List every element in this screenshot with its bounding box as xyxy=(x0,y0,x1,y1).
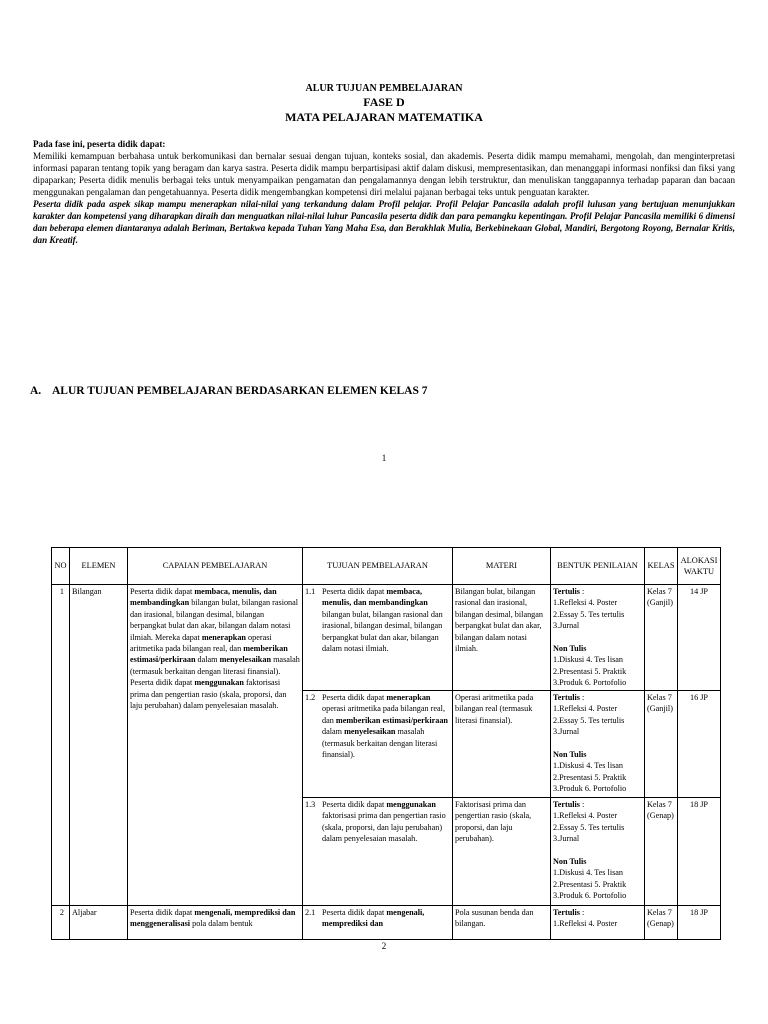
row-materi: Faktorisasi prima dan pengertian rasio (skala, proporsi, dan laju perubahan). xyxy=(453,798,551,906)
row-kelas: Kelas 7 (Genap) xyxy=(645,798,678,906)
row-elemen: Aljabar xyxy=(70,906,128,940)
row-penilaian: Tertulis : 1.Refleksi 4. Poster 2.Essay 5. Tes tertulis 3.Jurnal Non Tulis 1.Diskusi 4. Tes lisan 2.Presentasi 5. Praktik 3.Produk 6. Portofolio xyxy=(551,798,645,906)
curriculum-table xyxy=(51,547,721,940)
row-no: 1 xyxy=(52,585,70,906)
section-a-title: ALUR TUJUAN PEMBELAJARAN BERDASARKAN ELEMEN KELAS 7 xyxy=(52,385,428,397)
row-tujuan: 1.3 Peserta didik dapat menggunakan faktorisasi prima dan pengertian rasio (skala, proporsi, dan laju perubahan) dalam penyelesaian masalah. xyxy=(303,798,453,906)
doc-title-small: ALUR TUJUAN PEMBELAJARAN xyxy=(305,83,463,94)
doc-title-mapel: MATA PELAJARAN MATEMATIKA xyxy=(285,110,483,124)
row-no: 2 xyxy=(52,906,70,940)
section-a-heading xyxy=(30,385,428,397)
header-capaian: CAPAIAN PEMBELAJARAN xyxy=(128,548,303,585)
header-no: NO xyxy=(52,548,70,585)
header-tujuan: TUJUAN PEMBELAJARAN xyxy=(303,548,453,585)
header-bentuk-penilaian: BENTUK PENILAIAN xyxy=(551,548,645,585)
table-header-row xyxy=(52,548,721,585)
row-tujuan: 2.1 Peserta didik dapat mengenali, memprediksi dan xyxy=(303,906,453,940)
header-elemen: ELEMEN xyxy=(70,548,128,585)
page-number: 2 xyxy=(381,941,387,951)
header-alokasi: ALOKASI WAKTU xyxy=(678,548,721,585)
row-kelas: Kelas 7 (Ganjil) xyxy=(645,691,678,798)
page-number: 1 xyxy=(381,453,387,463)
row-materi: Pola susunan benda dan bilangan. xyxy=(453,906,551,940)
row-kelas: Kelas 7 (Genap) xyxy=(645,906,678,940)
row-penilaian: Tertulis : 1.Refleksi 4. Poster 2.Essay 5. Tes tertulis 3.Jurnal Non Tulis 1.Diskusi 4. Tes lisan 2.Presentasi 5. Praktik 3.Produk 6. Portofolio xyxy=(551,691,645,798)
row-alokasi: 18 JP xyxy=(678,798,721,906)
row-capaian: Peserta didik dapat mengenali, memprediksi dan menggeneralisasi pola dalam bentuk xyxy=(128,906,303,940)
doc-title-fase: FASE D xyxy=(363,95,405,109)
row-penilaian: Tertulis : 1.Refleksi 4. Poster xyxy=(551,906,645,940)
row-kelas: Kelas 7 (Ganjil) xyxy=(645,585,678,691)
row-materi: Operasi aritmetika pada bilangan real (termasuk literasi finansial). xyxy=(453,691,551,798)
row-materi: Bilangan bulat, bilangan rasional dan irasional, bilangan desimal, bilangan berpangkat bulat dan akar, bilangan dalam notasi ilmiah. xyxy=(453,585,551,691)
row-tujuan: 1.2 Peserta didik dapat menerapkan operasi aritmetika pada bilangan real, dan memberikan estimasi/perkiraan dalam menyelesaikan masalah (termasuk berkaitan dengan literasi finansial). xyxy=(303,691,453,798)
section-a-letter: A. xyxy=(30,385,42,397)
row-alokasi: 18 JP xyxy=(678,906,721,940)
header-kelas: KELAS xyxy=(645,548,678,585)
intro-profil-paragraph: Peserta didik pada aspek sikap mampu menerapkan nilai-nilai yang terkandung dalam Profil pelajar. Profil Pelajar Pancasila adalah profil lulusan yang bertujuan menunjukkan karakter dan kompetensi yang diharapkan diraih dan menguatkan nilai-nilai luhur Pancasila peserta didik dan para pemangku kepentingan. Profil Pelajar Pancasila memiliki 6 dimensi dan beberapa elemen diantaranya adalah Beriman, Bertakwa kepada Tuhan Yang Maha Esa, dan Berakhlak Mulia, Berkebinekaan Global, Mandiri, Bergotong Royong, Bernalar Kritis, dan Kreatif. xyxy=(33,199,735,245)
row-capaian: Peserta didik dapat membaca, menulis, dan membandingkan bilangan bulat, bilangan rasional dan irasional, bilangan desimal, bilangan berpangkat bulat dan akar, bilangan dalam notasi ilmiah. Mereka dapat menerapkan operasi aritmetika pada bilangan real, dan memberikan estimasi/perkiraan dalam menyelesaikan masalah (termasuk berkaitan dengan literasi finansial). Peserta didik dapat menggunakan faktorisasi prima dan pengertian rasio (skala, proporsi, dan laju perubahan) dalam penyelesaian masalah. xyxy=(128,585,303,906)
intro-block xyxy=(33,138,735,246)
header-materi: MATERI xyxy=(453,548,551,585)
row-alokasi: 16 JP xyxy=(678,691,721,798)
intro-lead: Pada fase ini, peserta didik dapat: xyxy=(33,139,166,149)
table-row xyxy=(52,906,721,940)
table-row xyxy=(52,585,721,691)
row-penilaian: Tertulis : 1.Refleksi 4. Poster 2.Essay 5. Tes tertulis 3.Jurnal Non Tulis 1.Diskusi 4. Tes lisan 2.Presentasi 5. Praktik 3.Produk 6. Portofolio xyxy=(551,585,645,691)
row-elemen: Bilangan xyxy=(70,585,128,906)
row-tujuan: 1.1 Peserta didik dapat membaca, menulis, dan membandingkan bilangan bulat, bilangan rasional dan irasional, bilangan desimal, bilangan berpangkat bulat dan akar, bilangan dalam notasi ilmiah. xyxy=(303,585,453,691)
row-alokasi: 14 JP xyxy=(678,585,721,691)
intro-paragraph: Memiliki kemampuan berbahasa untuk berkomunikasi dan bernalar sesuai dengan tujuan, konteks sosial, dan akademis. Peserta didik mampu memahami, mengolah, dan menginterpretasi informasi paparan tentang topik yang beragam dan karya sastra. Peserta didik mampu berpartisipasi aktif dalam diskusi, mempresentasikan, dan menanggapi informasi nonfiksi dan fiksi yang dipaparkan; Peserta didik menulis berbagai teks untuk menyampaikan pengamatan dan pengalamannya dengan lebih terstruktur, dan menuliskan tanggapannya terhadap paparan dan bacaan menggunakan pengalaman dan pengetahuannya. Peserta didik mengembangkan kompetensi diri melalui pajanan berbagai teks untuk penguatan karakter. xyxy=(33,151,735,197)
